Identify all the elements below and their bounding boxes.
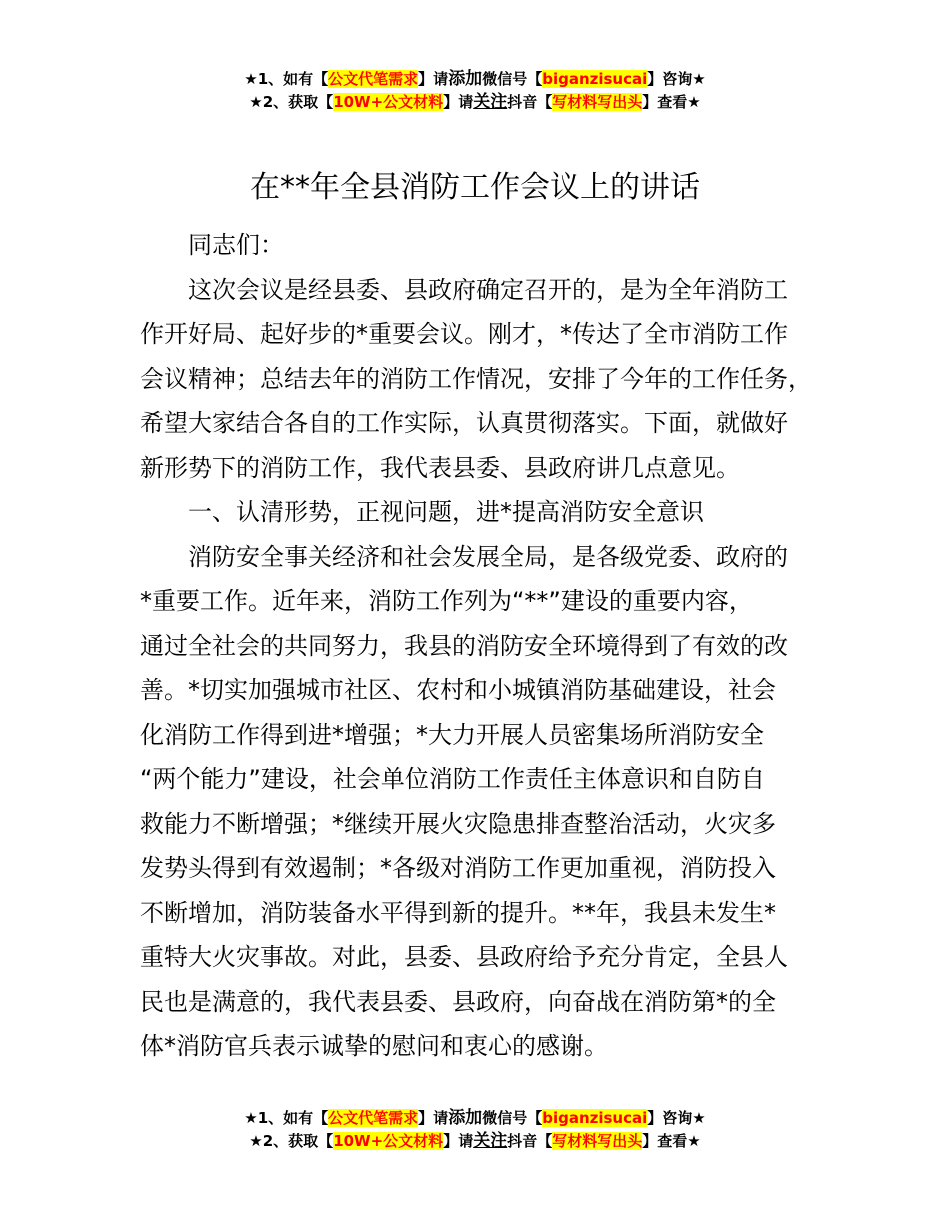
banner-text: 】请 (418, 70, 449, 88)
text-line: 民也是满意的，我代表县委、县政府，向奋战在消防第*的全 (140, 987, 776, 1016)
salutation (140, 223, 820, 268)
banner-text: ★2、获取【 (249, 1132, 334, 1150)
text-line: 救能力不断增强；*继续开展火灾隐患排查整治活动，火灾多 (140, 809, 776, 838)
banner-emphasis: 关注 (473, 1131, 508, 1151)
banner-highlight: 10W+公文材料 (333, 93, 444, 111)
banner-text: 】请 (418, 1109, 449, 1127)
text-line: 新形势下的消防工作，我代表县委、县政府讲几点意见。 (140, 453, 740, 482)
banner-highlight: 公文代笔需求 (328, 70, 419, 88)
text-line: 希望大家结合各自的工作实际，认真贯彻落实。下面，就做好 (140, 409, 788, 437)
banner-text: 】请 (443, 1132, 474, 1150)
banner-highlight: 写材料写出头 (552, 1132, 643, 1150)
text-line: 善。*切实加强城市社区、农村和小城镇消防基础建设，社会 (140, 676, 776, 704)
salutation-text: 同志们： (188, 231, 284, 259)
text-line: 会议精神；总结去年的消防工作情况，安排了今年的工作任务， (140, 364, 812, 393)
banner-text: 】查看★ (642, 1132, 701, 1150)
text-line: 这次会议是经县委、县政府确定召开的，是为全年消防工 (188, 275, 788, 304)
document-body (140, 223, 820, 1069)
banner-highlight: 写材料写出头 (552, 93, 643, 111)
section-heading-1 (140, 490, 820, 535)
paragraph-2 (140, 535, 820, 1069)
banner-text: 】查看★ (642, 93, 701, 111)
banner-emphasis: 添加 (448, 69, 483, 89)
banner-text: 微信号【 (482, 1109, 543, 1127)
text-line: 发势头得到有效遏制；*各级对消防工作更加重视，消防投入 (140, 854, 776, 882)
header-banner (0, 68, 950, 114)
text-line: “两个能力”建设，社会单位消防工作责任主体意识和自防自 (140, 765, 765, 793)
banner-wechat-id: biganzisucai (542, 1109, 648, 1127)
banner-line-1 (0, 1107, 950, 1130)
text-line: 体*消防官兵表示诚挚的慰问和衷心的感谢。 (140, 1032, 608, 1060)
banner-text: 抖音【 (507, 1132, 553, 1150)
text-line: *重要工作。近年来，消防工作列为“**”建设的重要内容， (140, 587, 753, 615)
banner-wechat-id: biganzisucai (542, 70, 648, 88)
banner-line-1 (0, 68, 950, 91)
text-line: 重特大火灾事故。对此，县委、县政府给予充分肯定，全县人 (140, 943, 788, 971)
banner-highlight: 10W+公文材料 (333, 1132, 444, 1150)
banner-emphasis: 添加 (448, 1108, 483, 1128)
text-line: 不断增加，消防装备水平得到新的提升。**年，我县未发生* (140, 898, 776, 927)
heading-text: 一、认清形势，正视问题，进*提高消防安全意识 (188, 498, 704, 526)
text-line: 通过全社会的共同努力，我县的消防安全环境得到了有效的改 (140, 631, 788, 660)
banner-text: 】咨询★ (647, 70, 706, 88)
banner-text: 】请 (443, 93, 474, 111)
banner-emphasis: 关注 (473, 92, 508, 112)
banner-text: ★1、如有【 (244, 70, 329, 88)
text-line: 消防安全事关经济和社会发展全局，是各级党委、政府的 (188, 542, 788, 571)
banner-highlight: 公文代笔需求 (328, 1109, 419, 1127)
banner-text: 抖音【 (507, 93, 553, 111)
text-line: 作开好局、起好步的*重要会议。刚才，*传达了全市消防工作 (140, 320, 788, 348)
banner-line-2 (0, 91, 950, 114)
banner-text: ★1、如有【 (244, 1109, 329, 1127)
banner-text: 】咨询★ (647, 1109, 706, 1127)
paragraph-1 (140, 268, 820, 491)
text-line: 化消防工作得到进*增强；*大力开展人员密集场所消防安全 (140, 720, 764, 749)
banner-line-2 (0, 1130, 950, 1153)
document-title: 在**年全县消防工作会议上的讲话 (250, 170, 700, 205)
footer-banner (0, 1107, 950, 1153)
banner-text: ★2、获取【 (249, 93, 334, 111)
banner-text: 微信号【 (482, 70, 543, 88)
